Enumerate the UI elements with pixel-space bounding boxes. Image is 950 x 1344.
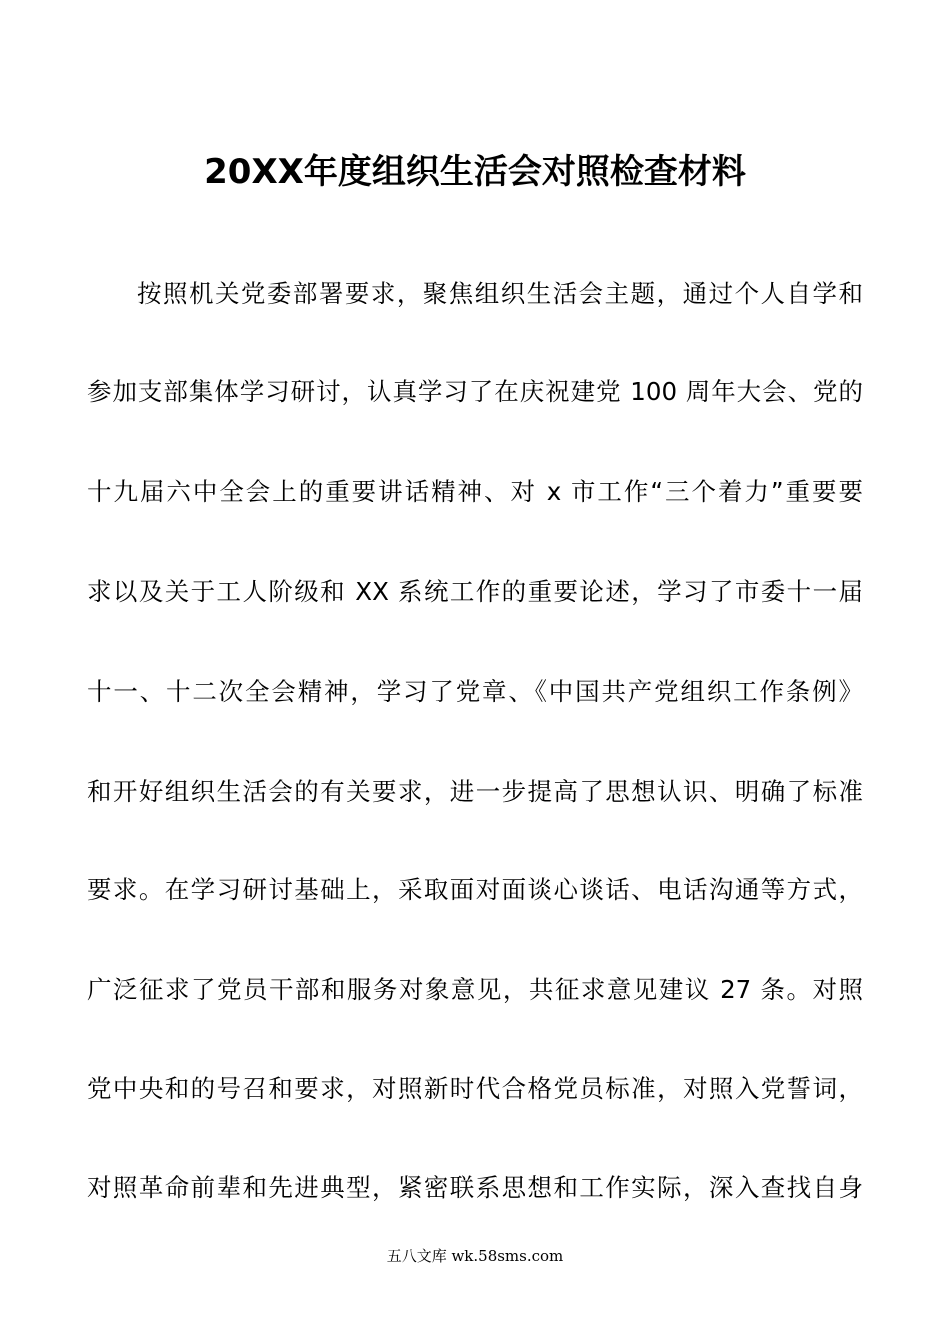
body-line-2: 参加支部集体学习研讨，认真学习了在庆祝建党 100 周年大会、党的 — [87, 377, 863, 406]
body-line-4: 求以及关于工人阶级和 XX 系统工作的重要论述，学习了市委十一届 — [87, 577, 863, 606]
body-line-7: 要求。在学习研讨基础上，采取面对面谈心谈话、电话沟通等方式， — [87, 875, 863, 904]
body-line-1: 按照机关党委部署要求，聚焦组织生活会主题，通过个人自学和 — [137, 279, 863, 308]
body-line-3: 十九届六中全会上的重要讲话精神、对 x 市工作“三个着力”重要要 — [87, 477, 863, 506]
body-line-5: 十一、十二次全会精神，学习了党章、《中国共产党组织工作条例》 — [87, 677, 863, 706]
page-footer-watermark: 五八文库 wk.58sms.com — [386, 1247, 564, 1265]
document-title: 20XX年度组织生活会对照检查材料 — [204, 152, 746, 192]
body-line-8: 广泛征求了党员干部和服务对象意见，共征求意见建议 27 条。对照 — [87, 975, 863, 1004]
body-line-10: 对照革命前辈和先进典型，紧密联系思想和工作实际，深入查找自身 — [87, 1173, 863, 1202]
body-line-6: 和开好组织生活会的有关要求，进一步提高了思想认识、明确了标准 — [87, 777, 863, 806]
body-line-9: 党中央和的号召和要求，对照新时代合格党员标准，对照入党誓词， — [87, 1074, 863, 1103]
